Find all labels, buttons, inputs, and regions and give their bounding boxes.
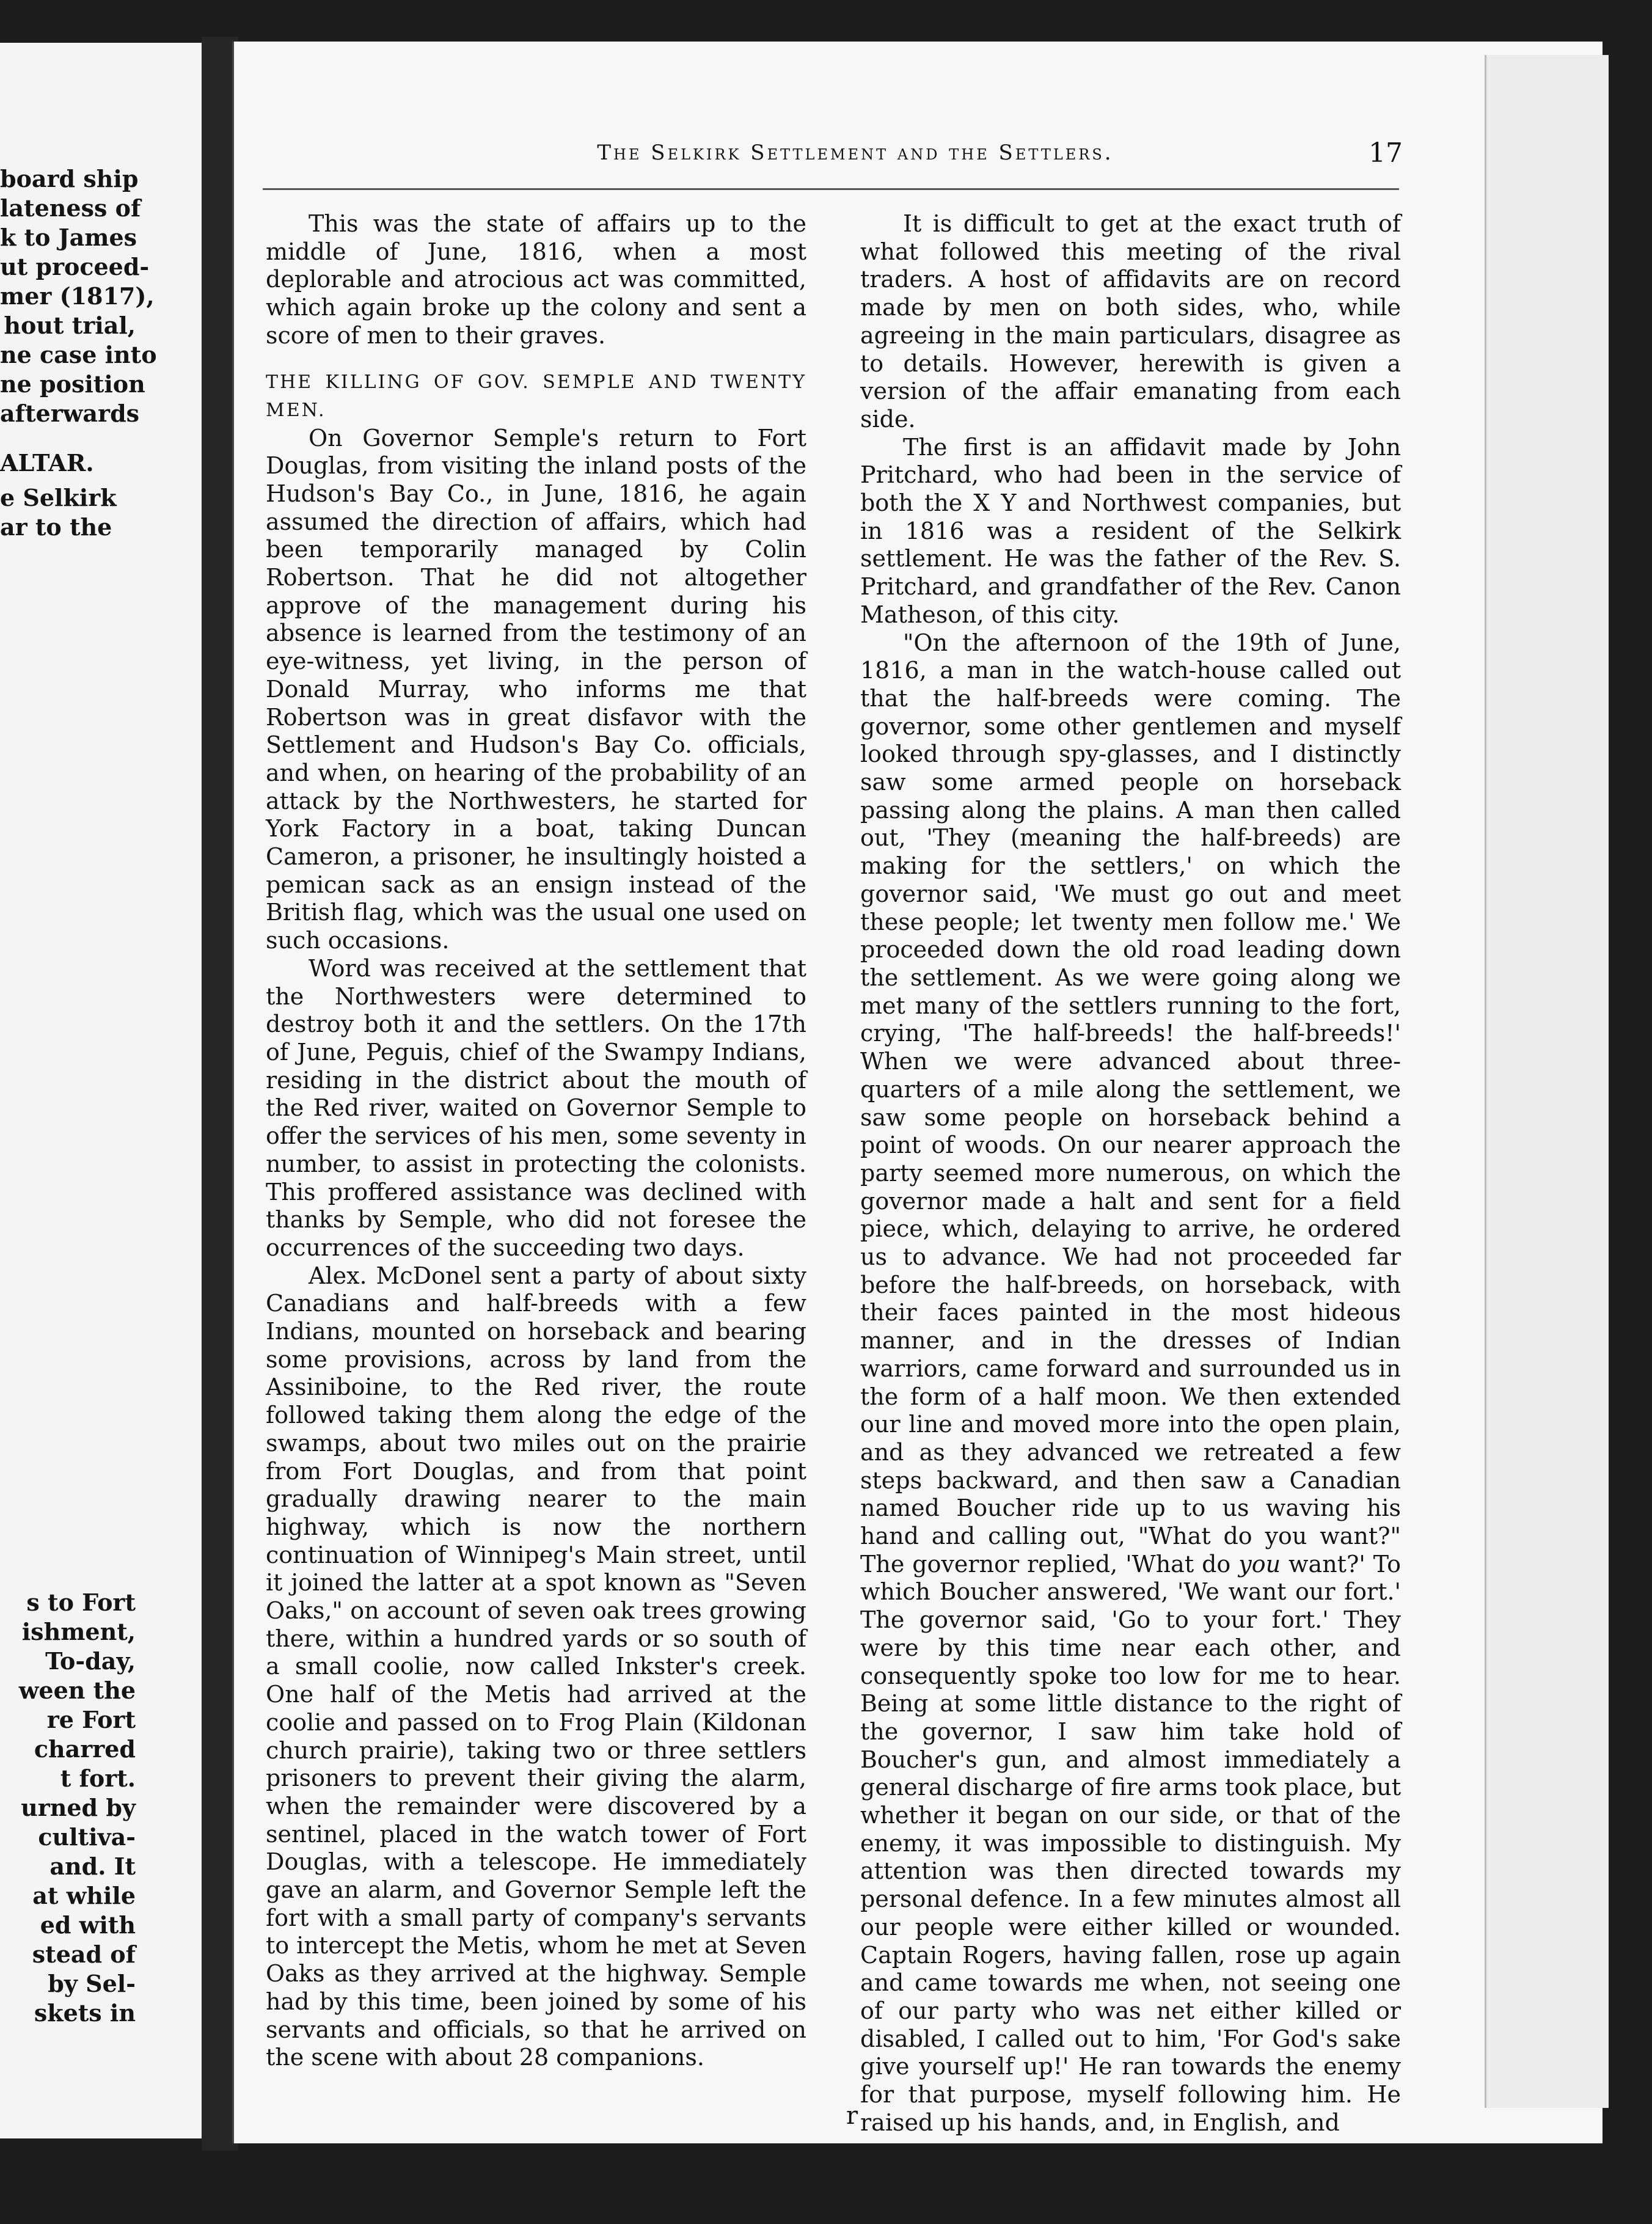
paragraph: The first is an affidavit made by John Pritchard, who had been in the service of both the X Y and Northwest companies, but in 1816 was a resident of the Selkirk settlement. He was the father of the Rev. S. Pritchard, and grandfather of the Rev. Canon Matheson, of this city. (860, 433, 1401, 628)
facing-page-text-fragment: ween the (18, 1677, 136, 1704)
facing-page-text-fragment: at while (32, 1882, 136, 1909)
header-rule (263, 188, 1399, 190)
paragraph: This was the state of affairs up to the middle of June, 1816, when a most deplorable and atrocious act was committed, which again broke up the colony and sent a score of men to their graves. (266, 210, 806, 349)
facing-page-text-fragment: ar to the (0, 513, 112, 541)
facing-page-text-fragment: and. It (49, 1853, 136, 1880)
column-right (860, 210, 1401, 2137)
facing-page-text-fragment: urned by (21, 1794, 136, 1821)
facing-page-text-fragment: re Fort (46, 1706, 136, 1733)
section-heading: THE KILLING OF GOV. SEMPLE AND TWENTY MEN. (266, 371, 806, 421)
facing-page-text-fragment: board ship (0, 165, 139, 192)
facing-page-text-fragment: charred (34, 1735, 136, 1763)
facing-page-text-fragment: afterwards (0, 400, 140, 427)
paragraph (860, 629, 1401, 2137)
facing-page-text-fragment: mer (1817), (0, 282, 155, 310)
emphasis: you (1238, 1550, 1281, 1578)
facing-page-text-fragment: skets in (34, 1999, 136, 2027)
page-edge (1485, 55, 1609, 2108)
facing-page-text-fragment: k to James (0, 224, 137, 251)
facing-page-text-fragment: t fort. (60, 1765, 136, 1792)
paragraph-text: want?' To which Boucher answered, 'We want our fort.' The governor said, 'Go to your fort.' They were by this time near each other, and consequently spoke too low for me to hear. Being at some little distance to the right of the governor, I saw him take hold of Boucher's gun, and almost immediately a general discharge of fire arms took place, but whether it began on our side, or that of the enemy, it was impossible to distinguish. My attention was then directed towards my personal defence. In a few minutes almost all our people were either killed or wounded. Captain Rogers, having fallen, rose up again and came towards me when, not seeing one of our party who was net either killed or disabled, I called out to him, 'For God's sake give yourself up!' He ran towards the enemy for that purpose, myself following him. He raised up his hands, and, in English, and (860, 1550, 1401, 2136)
facing-page-text-fragment: To-day, (45, 1647, 136, 1675)
facing-page-text-fragment: lateness of (0, 194, 141, 222)
running-head: The Selkirk Settlement and the Settlers. (597, 141, 1114, 165)
facing-page-text-fragment: s to Fort (26, 1589, 136, 1616)
paragraph-text: "On the afternoon of the 19th of June, 1816, a man in the watch-house called out that the half-breeds were coming. The governor, some other gentlemen and myself looked through spy-glasses, and I distinctly saw some armed people on horseback passing along the plains. A man then called out, 'They (meaning the half-breeds) are making for the settlers,' on which the governor said, 'We must go out and meet these people; let twenty men follow me.' We proceeded down the old road leading down the settlement. As we were going along we met many of the settlers running to the fort, crying, 'The half-breeds! the half-breeds!' When we were advanced about three-quarters of a mile along the settlement, we saw some people on horseback behind a point of woods. On our nearer approach the party seemed more numerous, on which the governor made a halt and sent for a field piece, which, delaying to arrive, he ordered us to advance. We had not proceeded far before the half-breeds, on horseback, with their faces painted in the most hideous manner, and in the dresses of Indian warriors, came forward and surrounded us in the form of a half moon. We then extended our line and moved more into the open plain, and as they advanced we retreated a few steps backward, and then saw a Canadian named Boucher ride up to us waving his hand and calling out, "What do you want?" The governor replied, 'What do (860, 629, 1401, 1578)
paragraph: It is difficult to get at the exact truth of what followed this meeting of the rival traders. A host of affidavits are on record made by men on both sides, who, while agreeing in the main particulars, disagree as to details. However, herewith is given a version of the affair emanating from each side. (860, 210, 1401, 433)
facing-page-text-fragment: e Selkirk (0, 484, 117, 511)
facing-page-text-fragment: stead of (32, 1941, 136, 1968)
facing-page-text-fragment: ed with (40, 1911, 136, 1939)
facing-page-text-fragment: ishment, (21, 1618, 136, 1645)
facing-page-text-fragment: hout trial, (4, 312, 136, 339)
paragraph: Word was received at the settlement that the Northwesters were determined to destroy both it and the settlers. On the 17th of June, Peguis, chief of the Swampy Indians, residing in the district about the mouth of the Red river, waited on Governor Semple to offer the services of his men, some seventy in number, to assist in protecting the colonists. This proffered assistance was declined with thanks by Semple, who did not foresee the occurrences of the succeeding two days. (266, 954, 806, 1261)
facing-page-text-fragment: by Sel- (48, 1970, 136, 1997)
paragraph: On Governor Semple's return to Fort Douglas, from visiting the inland posts of the Hudson's Bay Co., in June, 1816, he again assumed the direction of affairs, which had been temporarily managed by Colin Robertson. That he did not altogether approve of the management during his absence is learned from the testimony of an eye-witness, yet living, in the person of Donald Murray, who informs me that Robertson was in great disfavor with the Settlement and Hudson's Bay Co. officials, and when, on hearing of the probability of an attack by the Northwesters, he started for York Factory in a boat, taking Duncan Cameron, a prisoner, he insultingly hoisted a pemican sack as an ensign instead of the British flag, which was the usual one used on such occasions. (266, 424, 806, 954)
facing-page-text-fragment: ne case into (0, 341, 157, 368)
stray-mark: r (846, 2102, 858, 2130)
page-number: 17 (1369, 137, 1403, 169)
facing-page-text-fragment: ne position (0, 370, 145, 398)
facing-page-text-fragment: ut proceed- (0, 253, 150, 280)
facing-page-text-fragment: cultiva- (38, 1823, 136, 1851)
facing-page (0, 43, 214, 2138)
column-left (266, 210, 806, 2072)
facing-page-text-fragment: ALTAR. (0, 449, 94, 477)
paragraph: Alex. McDonel sent a party of about sixty Canadians and half-breeds with a few Indians, mounted on horseback and bearing some provisions, across by land from the Assiniboine, to the Red river, the route followed taking them along the edge of the swamps, about two miles out on the prairie from Fort Douglas, and from that point gradually drawing nearer to the main highway, which is now the northern continuation of Winnipeg's Main street, until it joined the latter at a spot known as "Seven Oaks," on account of seven oak trees growing there, within a hundred yards or so south of a small coolie, now called Inkster's creek. One half of the Metis had arrived at the coolie and passed on to Frog Plain (Kildonan church prairie), taking two or three settlers prisoners to prevent their giving the alarm, when the remainder were discovered by a sentinel, placed in the watch tower of Fort Douglas, with a telescope. He immediately gave an alarm, and Governor Semple left the fort with a small party of company's servants to intercept the Metis, whom he met at Seven Oaks as they arrived at the highway. Semple had by this time, been joined by some of his servants and officials, so that he arrived on the scene with about 28 companions. (266, 1262, 806, 2071)
